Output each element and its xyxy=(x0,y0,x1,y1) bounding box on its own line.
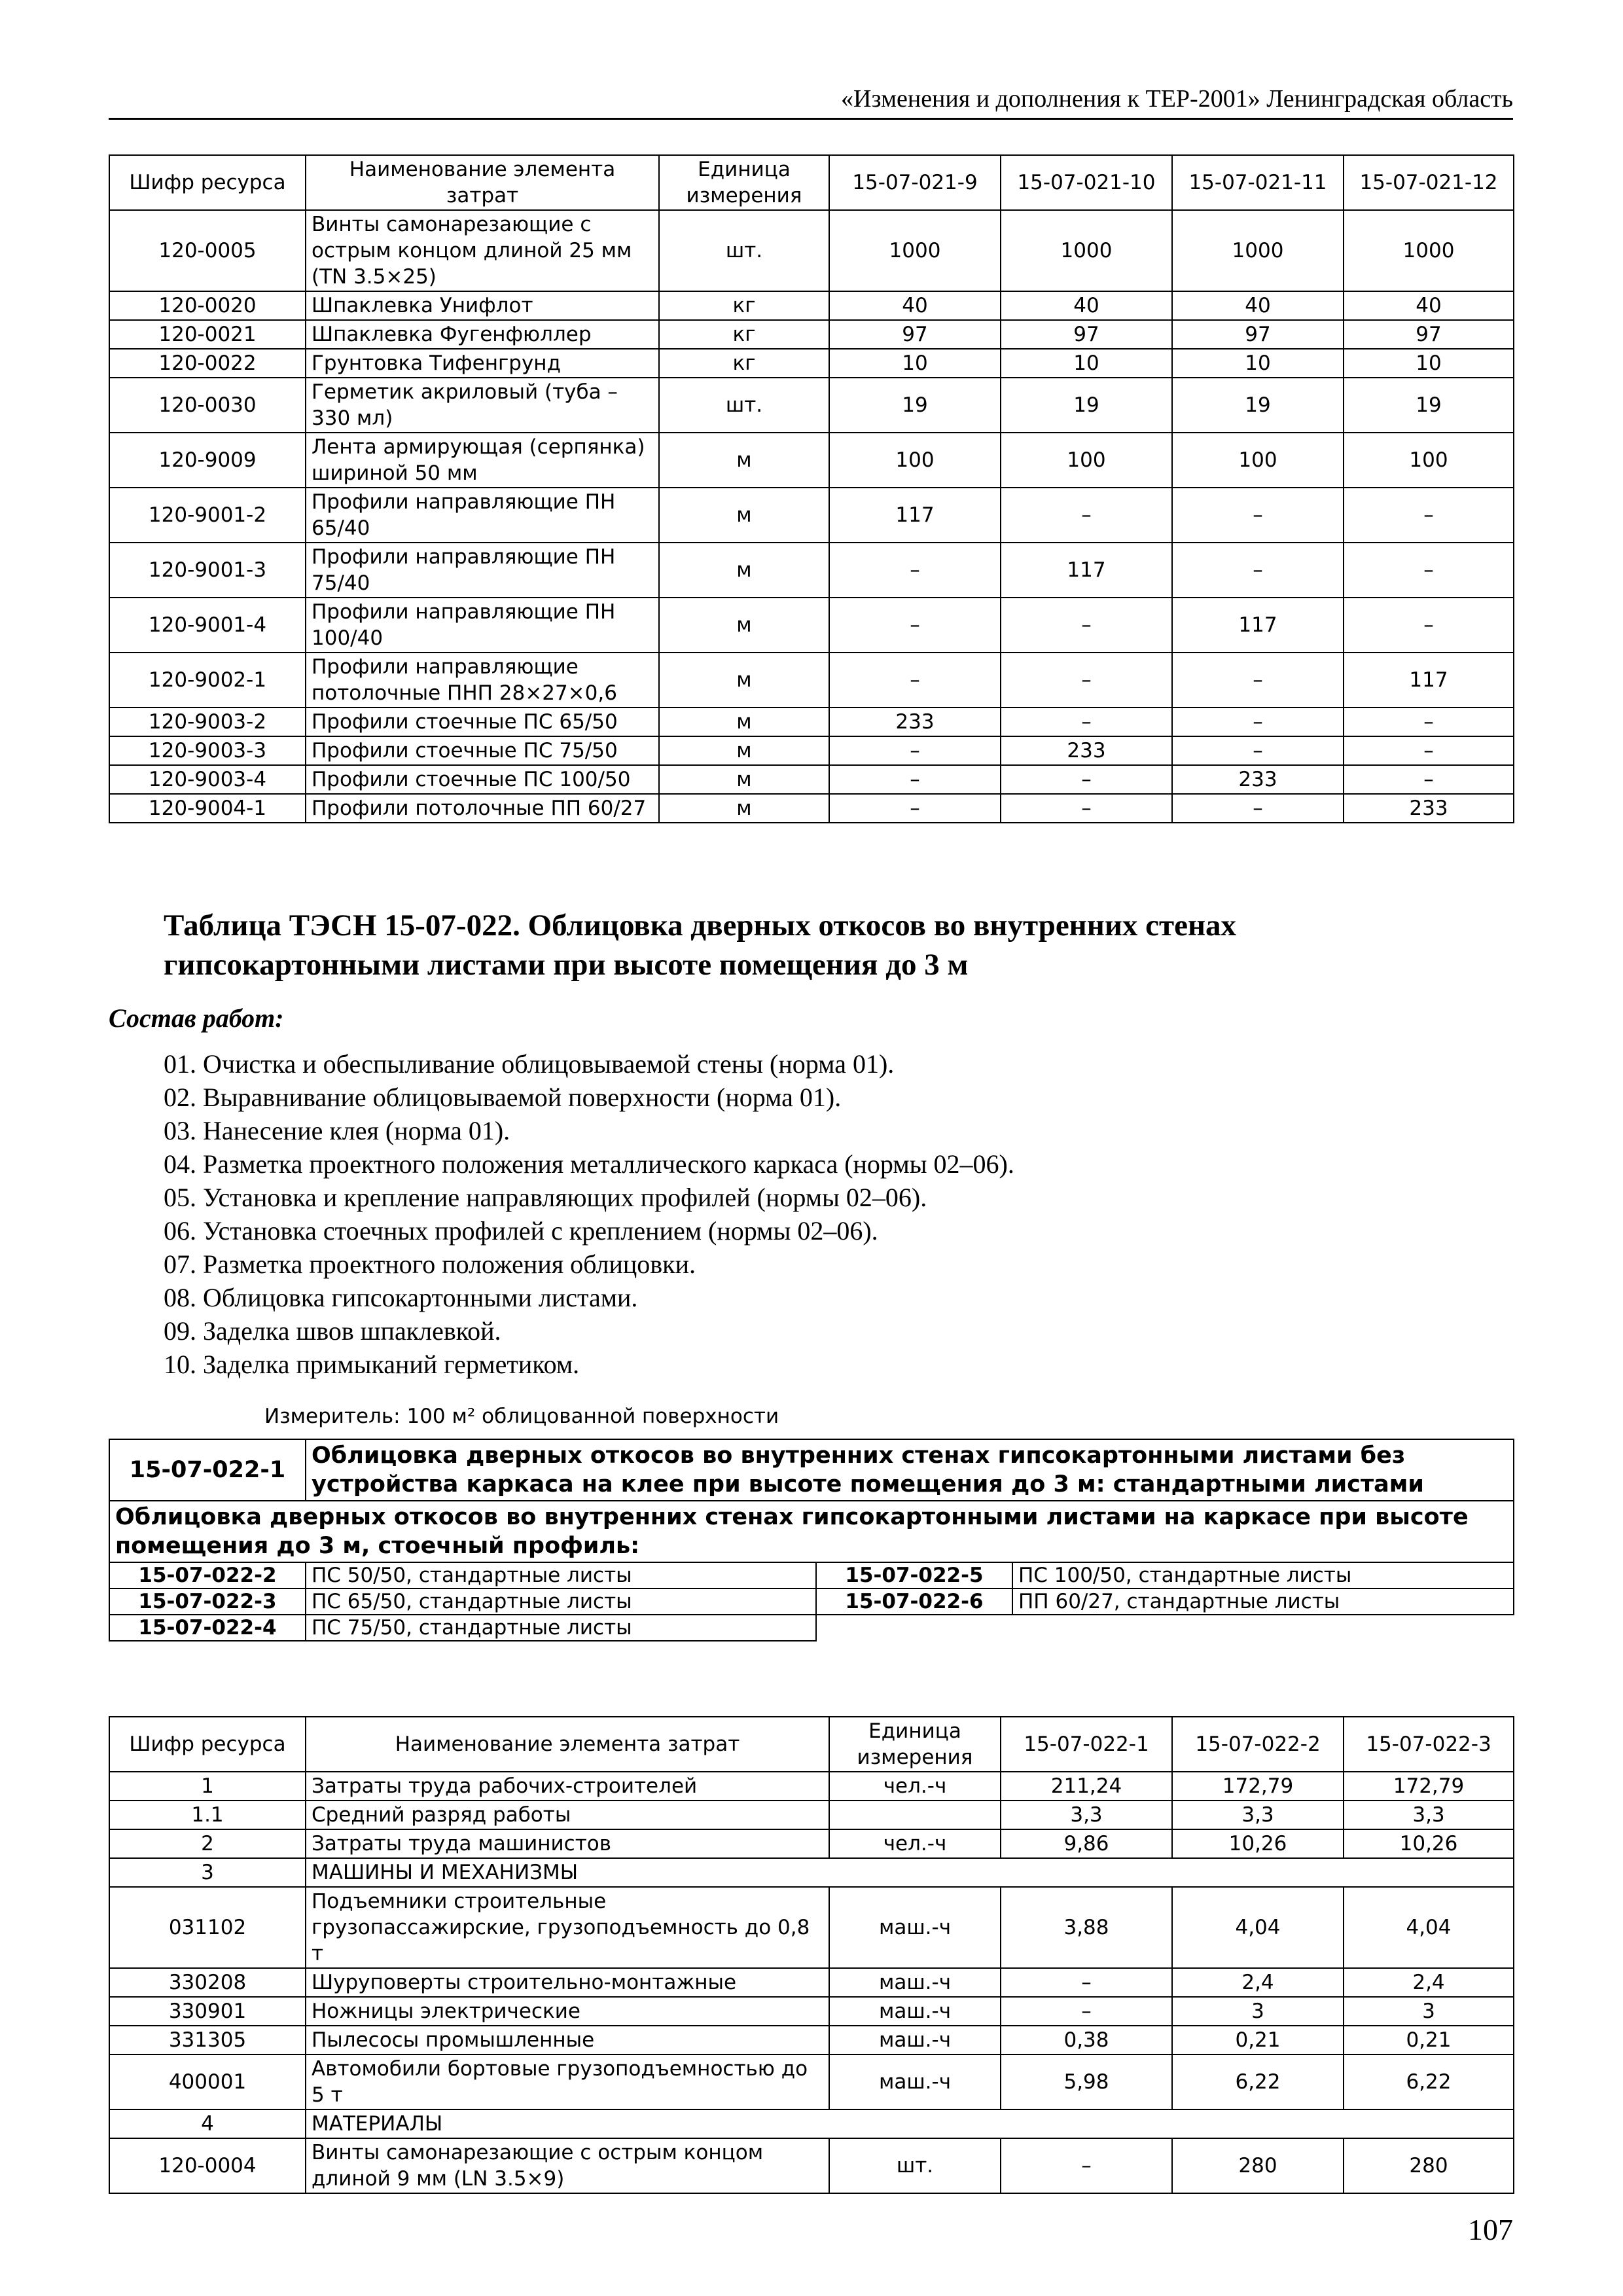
resource-name: Профили направляющие ПН 75/40 xyxy=(306,543,659,598)
value: 0,38 xyxy=(1001,2026,1172,2054)
resource-name: Винты самонарезающие с острым концом длиной 25 мм (TN 3.5×25) xyxy=(306,210,659,291)
header-cell: 15-07-022-3 xyxy=(1344,1717,1514,1772)
unit: шт. xyxy=(829,2138,1001,2193)
value: 10 xyxy=(1344,349,1514,378)
resource-name: Профили стоечные ПС 100/50 xyxy=(306,765,659,794)
table-header-row xyxy=(109,1717,1514,1772)
norm-description: ПП 60/27, стандартные листы xyxy=(1012,1588,1514,1615)
resource-code: 120-9003-4 xyxy=(109,765,306,794)
page-number: 107 xyxy=(1468,2213,1513,2246)
norm-code: 15-07-022-5 xyxy=(816,1562,1012,1588)
table-row xyxy=(109,433,1514,488)
table-row xyxy=(109,2109,1514,2138)
table-row xyxy=(109,488,1514,543)
list-item: 06. Установка стоечных профилей с креплением (нормы 02–06). xyxy=(164,1216,878,1246)
resource-name: Профили направляющие ПН 65/40 xyxy=(306,488,659,543)
norm-description: Облицовка дверных откосов во внутренних стенах гипсокартонными листами без устройства каркаса на клее при высоте помещения до 3 м: стандартными листами xyxy=(306,1439,1514,1501)
value: 280 xyxy=(1344,2138,1514,2193)
value: 2,4 xyxy=(1344,1968,1514,1997)
unit: кг xyxy=(659,349,829,378)
table-row xyxy=(109,736,1514,765)
value: – xyxy=(1001,1968,1172,1997)
value: 117 xyxy=(829,488,1001,543)
value: 4,04 xyxy=(1172,1887,1344,1968)
table-row xyxy=(109,210,1514,291)
value: – xyxy=(1344,765,1514,794)
norm-code: 15-07-022-6 xyxy=(816,1588,1012,1615)
value: – xyxy=(829,598,1001,653)
value: – xyxy=(829,765,1001,794)
header-cell: Шифр ресурса xyxy=(109,155,306,210)
value: 97 xyxy=(829,320,1001,349)
value: – xyxy=(1344,488,1514,543)
table-row xyxy=(109,1968,1514,1997)
norm-description: ПС 50/50, стандартные листы xyxy=(306,1562,816,1588)
resource-name: Подъемники строительные грузопассажирские, грузоподъемность до 0,8 т xyxy=(306,1887,829,1968)
table-row xyxy=(109,320,1514,349)
value: – xyxy=(1001,598,1172,653)
value: – xyxy=(1344,598,1514,653)
value: – xyxy=(829,543,1001,598)
value: 3,3 xyxy=(1001,1801,1172,1829)
resource-code: 4 xyxy=(109,2109,306,2138)
value: 0,21 xyxy=(1172,2026,1344,2054)
resource-name: Автомобили бортовые грузоподъемностью до 5 т xyxy=(306,2054,829,2109)
unit: м xyxy=(659,433,829,488)
value: 3,3 xyxy=(1344,1801,1514,1829)
unit: м xyxy=(659,543,829,598)
value: 10 xyxy=(1172,349,1344,378)
unit: м xyxy=(659,736,829,765)
value: 5,98 xyxy=(1001,2054,1172,2109)
norm-code: 15-07-022-2 xyxy=(109,1562,306,1588)
value: – xyxy=(1001,488,1172,543)
table-row xyxy=(109,598,1514,653)
header-cell: 15-07-021-12 xyxy=(1344,155,1514,210)
value: 10,26 xyxy=(1344,1829,1514,1858)
value: – xyxy=(1001,794,1172,823)
resource-name: Шпаклевка Фугенфюллер xyxy=(306,320,659,349)
resource-code: 2 xyxy=(109,1829,306,1858)
resource-code: 120-9009 xyxy=(109,433,306,488)
value: 100 xyxy=(1001,433,1172,488)
value: 97 xyxy=(1172,320,1344,349)
value: – xyxy=(1001,653,1172,708)
table-row xyxy=(109,1615,1514,1641)
value: 19 xyxy=(1344,378,1514,433)
value: – xyxy=(829,736,1001,765)
value: 9,86 xyxy=(1001,1829,1172,1858)
header-cell: Шифр ресурса xyxy=(109,1717,306,1772)
table-row xyxy=(109,794,1514,823)
section-label: МАШИНЫ И МЕХАНИЗМЫ xyxy=(306,1858,1514,1887)
value: 4,04 xyxy=(1344,1887,1514,1968)
unit: кг xyxy=(659,320,829,349)
value: 6,22 xyxy=(1344,2054,1514,2109)
resource-code: 1 xyxy=(109,1772,306,1801)
value: 100 xyxy=(829,433,1001,488)
value: 117 xyxy=(1344,653,1514,708)
value: 19 xyxy=(1001,378,1172,433)
running-header: «Изменения и дополнения к ТЕР-2001» Ленинградская область xyxy=(109,84,1513,120)
value: 10,26 xyxy=(1172,1829,1344,1858)
value: – xyxy=(1172,488,1344,543)
resource-code: 1.1 xyxy=(109,1801,306,1829)
value: 10 xyxy=(829,349,1001,378)
value: – xyxy=(829,653,1001,708)
resource-name: Винты самонарезающие с острым концом длиной 9 мм (LN 3.5×9) xyxy=(306,2138,829,2193)
value: 1000 xyxy=(1172,210,1344,291)
value: 0,21 xyxy=(1344,2026,1514,2054)
table-row xyxy=(109,1772,1514,1801)
resource-code: 120-0020 xyxy=(109,291,306,320)
unit: маш.-ч xyxy=(829,1887,1001,1968)
value: 233 xyxy=(829,708,1001,736)
value: 10 xyxy=(1001,349,1172,378)
value: 40 xyxy=(1344,291,1514,320)
resource-table-022 xyxy=(109,1716,1514,2194)
value: – xyxy=(1001,1997,1172,2026)
table-row xyxy=(109,2054,1514,2109)
resource-name: Средний разряд работы xyxy=(306,1801,829,1829)
unit: м xyxy=(659,488,829,543)
unit: шт. xyxy=(659,210,829,291)
resource-name: Затраты труда машинистов xyxy=(306,1829,829,1858)
value: 19 xyxy=(829,378,1001,433)
table-row xyxy=(109,765,1514,794)
unit: чел.-ч xyxy=(829,1772,1001,1801)
unit: маш.-ч xyxy=(829,2026,1001,2054)
value: – xyxy=(1172,708,1344,736)
value: – xyxy=(1172,543,1344,598)
norm-description: ПС 75/50, стандартные листы xyxy=(306,1615,816,1641)
unit xyxy=(829,1801,1001,1829)
resource-code: 031102 xyxy=(109,1887,306,1968)
resource-name: Профили стоечные ПС 75/50 xyxy=(306,736,659,765)
value: 280 xyxy=(1172,2138,1344,2193)
list-item: 02. Выравнивание облицовываемой поверхности (норма 01). xyxy=(164,1083,842,1112)
header-cell: 15-07-022-2 xyxy=(1172,1717,1344,1772)
norm-description: ПС 65/50, стандартные листы xyxy=(306,1588,816,1615)
table-row xyxy=(109,1858,1514,1887)
table-row xyxy=(109,1801,1514,1829)
resource-code: 331305 xyxy=(109,2026,306,2054)
resource-name: Профили направляющие потолочные ПНП 28×27×0,6 xyxy=(306,653,659,708)
resource-name: Пылесосы промышленные xyxy=(306,2026,829,2054)
list-item: 04. Разметка проектного положения металлического каркаса (нормы 02–06). xyxy=(164,1149,1014,1179)
value: 117 xyxy=(1001,543,1172,598)
value: 6,22 xyxy=(1172,2054,1344,2109)
value: 2,4 xyxy=(1172,1968,1344,1997)
norm-group-description: Облицовка дверных откосов во внутренних стенах гипсокартонными листами на каркасе при высоте помещения до 3 м, стоечный профиль: xyxy=(109,1501,1514,1562)
value: – xyxy=(1344,736,1514,765)
value: 233 xyxy=(1344,794,1514,823)
measurement-unit: Измеритель: 100 м² облицованной поверхности xyxy=(264,1405,779,1428)
value: 40 xyxy=(1001,291,1172,320)
resource-code: 3 xyxy=(109,1858,306,1887)
unit: м xyxy=(659,765,829,794)
table-row xyxy=(109,2026,1514,2054)
table-row xyxy=(109,1439,1514,1501)
resource-code: 330208 xyxy=(109,1968,306,1997)
table-row xyxy=(109,708,1514,736)
unit: м xyxy=(659,794,829,823)
value: 3 xyxy=(1344,1997,1514,2026)
value: – xyxy=(1001,765,1172,794)
header-cell: Единица измерения xyxy=(659,155,829,210)
resource-code: 120-0022 xyxy=(109,349,306,378)
value: 19 xyxy=(1172,378,1344,433)
resource-table-021 xyxy=(109,154,1514,823)
value: – xyxy=(1001,2138,1172,2193)
value: 1000 xyxy=(829,210,1001,291)
resource-code: 330901 xyxy=(109,1997,306,2026)
value: 233 xyxy=(1001,736,1172,765)
resource-name: Шпаклевка Унифлот xyxy=(306,291,659,320)
unit: м xyxy=(659,708,829,736)
section-label: МАТЕРИАЛЫ xyxy=(306,2109,1514,2138)
table-row xyxy=(109,1588,1514,1615)
resource-code: 120-0030 xyxy=(109,378,306,433)
resource-name: Лента армирующая (серпянка) шириной 50 мм xyxy=(306,433,659,488)
resource-code: 120-9002-1 xyxy=(109,653,306,708)
resource-code: 120-9003-3 xyxy=(109,736,306,765)
works-list xyxy=(164,1047,1014,1381)
resource-code: 120-0004 xyxy=(109,2138,306,2193)
norm-code: 15-07-022-4 xyxy=(109,1615,306,1641)
table-header-row xyxy=(109,155,1514,210)
value: – xyxy=(1344,543,1514,598)
header-cell: 15-07-022-1 xyxy=(1001,1717,1172,1772)
table-row xyxy=(109,349,1514,378)
resource-name: Затраты труда рабочих-строителей xyxy=(306,1772,829,1801)
resource-name: Ножницы электрические xyxy=(306,1997,829,2026)
norm-description: ПС 100/50, стандартные листы xyxy=(1012,1562,1514,1588)
value: 3,3 xyxy=(1172,1801,1344,1829)
norm-code: 15-07-022-3 xyxy=(109,1588,306,1615)
header-cell: 15-07-021-9 xyxy=(829,155,1001,210)
value: 233 xyxy=(1172,765,1344,794)
resource-name: Грунтовка Тифенгрунд xyxy=(306,349,659,378)
resource-name: Профили направляющие ПН 100/40 xyxy=(306,598,659,653)
value: 100 xyxy=(1172,433,1344,488)
unit: шт. xyxy=(659,378,829,433)
resource-code: 120-0021 xyxy=(109,320,306,349)
resource-code: 120-9003-2 xyxy=(109,708,306,736)
table-row xyxy=(109,1887,1514,1968)
value: 40 xyxy=(829,291,1001,320)
table-row xyxy=(109,1562,1514,1588)
value: 100 xyxy=(1344,433,1514,488)
empty-cell xyxy=(816,1615,1514,1641)
header-cell: 15-07-021-10 xyxy=(1001,155,1172,210)
table-row xyxy=(109,2138,1514,2193)
value: 172,79 xyxy=(1344,1772,1514,1801)
composition-title: Состав работ: xyxy=(109,1003,284,1033)
section-title: Таблица ТЭСН 15-07-022. Облицовка дверных откосов во внутренних стенах гипсокартонными листами при высоте помещения до 3 м xyxy=(164,908,1237,982)
unit: чел.-ч xyxy=(829,1829,1001,1858)
unit: маш.-ч xyxy=(829,1968,1001,1997)
value: 3,88 xyxy=(1001,1887,1172,1968)
table-row xyxy=(109,1997,1514,2026)
value: – xyxy=(1001,708,1172,736)
value: 1000 xyxy=(1001,210,1172,291)
value: 1000 xyxy=(1344,210,1514,291)
resource-code: 400001 xyxy=(109,2054,306,2109)
list-item: 07. Разметка проектного положения облицовки. xyxy=(164,1249,696,1279)
header-cell: Наименование элемента затрат xyxy=(306,1717,829,1772)
table-row xyxy=(109,543,1514,598)
list-item: 10. Заделка примыканий герметиком. xyxy=(164,1350,580,1379)
table-row xyxy=(109,291,1514,320)
resource-code: 120-9001-3 xyxy=(109,543,306,598)
table-row xyxy=(109,378,1514,433)
value: 97 xyxy=(1344,320,1514,349)
value: – xyxy=(1344,708,1514,736)
resource-code: 120-9001-4 xyxy=(109,598,306,653)
value: 97 xyxy=(1001,320,1172,349)
list-item: 08. Облицовка гипсокартонными листами. xyxy=(164,1283,638,1312)
list-item: 03. Нанесение клея (норма 01). xyxy=(164,1116,510,1145)
table-row xyxy=(109,1501,1514,1562)
value: – xyxy=(1172,653,1344,708)
resource-code: 120-9001-2 xyxy=(109,488,306,543)
resource-name: Профили стоечные ПС 65/50 xyxy=(306,708,659,736)
list-item: 01. Очистка и обеспыливание облицовываемой стены (норма 01). xyxy=(164,1049,895,1079)
value: – xyxy=(1172,794,1344,823)
resource-name: Шуруповерты строительно-монтажные xyxy=(306,1968,829,1997)
table-row xyxy=(109,1829,1514,1858)
list-item: 05. Установка и крепление направляющих профилей (нормы 02–06). xyxy=(164,1183,927,1212)
resource-name: Профили потолочные ПП 60/27 xyxy=(306,794,659,823)
header-cell: Наименование элемента затрат xyxy=(306,155,659,210)
value: 117 xyxy=(1172,598,1344,653)
value: 211,24 xyxy=(1001,1772,1172,1801)
unit: маш.-ч xyxy=(829,1997,1001,2026)
unit: м xyxy=(659,653,829,708)
unit: маш.-ч xyxy=(829,2054,1001,2109)
resource-code: 120-0005 xyxy=(109,210,306,291)
list-item: 09. Заделка швов шпаклевкой. xyxy=(164,1316,501,1346)
table-row xyxy=(109,653,1514,708)
norms-table xyxy=(109,1439,1514,1641)
resource-name: Герметик акриловый (туба – 330 мл) xyxy=(306,378,659,433)
unit: кг xyxy=(659,291,829,320)
unit: м xyxy=(659,598,829,653)
value: 172,79 xyxy=(1172,1772,1344,1801)
value: – xyxy=(829,794,1001,823)
value: 40 xyxy=(1172,291,1344,320)
header-cell: Единица измерения xyxy=(829,1717,1001,1772)
resource-code: 120-9004-1 xyxy=(109,794,306,823)
norm-code: 15-07-022-1 xyxy=(109,1439,306,1501)
value: – xyxy=(1172,736,1344,765)
header-cell: 15-07-021-11 xyxy=(1172,155,1344,210)
value: 3 xyxy=(1172,1997,1344,2026)
